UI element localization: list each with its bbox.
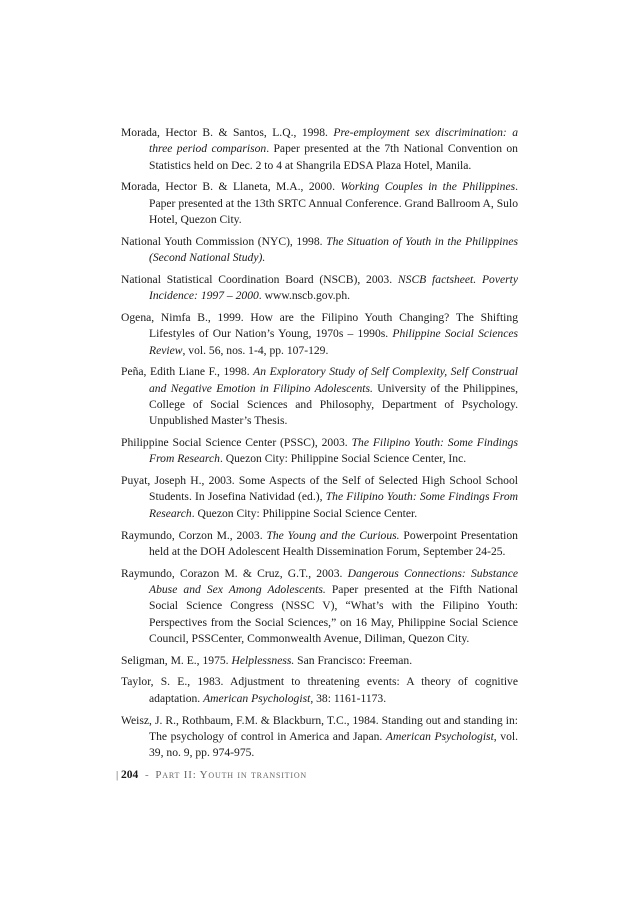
ref-text: Morada, Hector B. & Llaneta, M.A., 2000. bbox=[121, 180, 341, 194]
ref-title: An Exploratory Study of Self Complexity, Self Construal and Negative Emotion in Filipino Adolescents. bbox=[149, 365, 519, 395]
ref-text: . Paper presented at the 13th SRTC Annual Conference. Grand Ballroom A, Sulo Hotel, Quezon City. bbox=[149, 180, 519, 226]
ref-text: Peña, Edith Liane F., 1998. bbox=[121, 365, 254, 379]
ref-text: Philippine Social Science Center (PSSC), 2003. bbox=[121, 436, 352, 450]
reference-entry bbox=[121, 674, 518, 707]
ref-text: Puyat, Joseph H., 2003. Some Aspects of the Self of Selected High School School Students. In Josefina Natividad (ed.), bbox=[121, 474, 518, 504]
ref-title: The Young and the Curious. bbox=[266, 528, 400, 542]
part-label: Part II: Youth in transition bbox=[155, 769, 307, 781]
reference-list bbox=[121, 125, 518, 767]
reference-entry bbox=[121, 125, 518, 174]
ref-text: Paper presented at the Fifth National Social Science Congress (NSSC V), “What’s with the Filipino Youth: Perspectives from the Social Sciences,” on 16 May, Philippine Social Science Council, PSSCenter, Commonwealth Avenue, Diliman, Quezon City. bbox=[149, 582, 518, 645]
reference-entry bbox=[121, 713, 518, 762]
ref-text: , vol. 39, no. 9, pp. 974-975. bbox=[149, 729, 518, 760]
ref-text: . Paper presented at the 7th National Convention on Statistics held on Dec. 2 to 4 at Shangrila EDSA Plaza Hotel, Manila. bbox=[149, 142, 518, 172]
reference-entry bbox=[121, 435, 518, 468]
reference-entry bbox=[121, 528, 518, 561]
ref-text: Taylor, S. E., 1983. Adjustment to threatening events: A theory of cognitive adaptation. bbox=[121, 675, 518, 705]
ref-text: , vol. 56, nos. 1-4, pp. 107-129. bbox=[182, 343, 329, 357]
reference-entry bbox=[121, 653, 518, 669]
reference-entry bbox=[121, 310, 518, 359]
ref-text: Weisz, J. R., Rothbaum, F.M. & Blackburn, T.C., 1984. Standing out and standing in: The psychology of control in America and Japan. bbox=[121, 713, 518, 743]
footer-separator: - bbox=[144, 769, 149, 781]
ref-title: The Filipino Youth: Some Findings From Research bbox=[149, 490, 518, 520]
ref-text: Raymundo, Corzon M., 2003. bbox=[121, 528, 267, 542]
reference-entry bbox=[121, 364, 518, 429]
ref-text: , 38: 1161-1173. bbox=[310, 691, 387, 705]
ref-title: The Situation of Youth in the Philippines (Second National Study). bbox=[149, 234, 518, 265]
reference-entry bbox=[121, 234, 518, 267]
ref-text: San Francisco: Freeman. bbox=[294, 653, 413, 667]
ref-text: Powerpoint Presentation held at the DOH Adolescent Health Dissemination Forum, September 24-25. bbox=[149, 528, 518, 558]
page-footer bbox=[116, 769, 307, 781]
reference-entry bbox=[121, 566, 518, 647]
reference-entry bbox=[121, 473, 518, 522]
ref-title: Pre-employment sex discrimination: a three period comparison bbox=[149, 126, 518, 156]
ref-text: University of the Philippines, College of Social Sciences and Philosophy, Department of Psychology. Unpublished Master’s Thesis. bbox=[149, 381, 519, 428]
page-number: 204 bbox=[120, 769, 139, 781]
ref-text: Raymundo, Corazon M. & Cruz, G.T., 2003. bbox=[121, 566, 348, 580]
ref-text: . Quezon City: Philippine Social Science Center. bbox=[191, 506, 418, 520]
ref-title: Working Couples in the Philippines bbox=[340, 180, 516, 194]
reference-entry bbox=[121, 272, 518, 305]
ref-title: American Psychologist bbox=[385, 729, 494, 743]
ref-text: Morada, Hector B. & Santos, L.Q., 1998. bbox=[121, 126, 334, 139]
footer-bar: | bbox=[116, 769, 119, 781]
ref-text: . www.nscb.gov.ph. bbox=[258, 289, 351, 303]
ref-title: The Filipino Youth: Some Findings From Research bbox=[149, 436, 518, 466]
ref-text: Seligman, M. E., 1975. bbox=[121, 653, 232, 667]
ref-text: Ogena, Nimfa B., 1999. How are the Filipino Youth Changing? The Shifting Lifestyles of Our Nation’s Young, 1970s – 1990s. bbox=[121, 310, 518, 341]
ref-text: National Youth Commission (NYC), 1998. bbox=[121, 234, 327, 248]
ref-title: Dangerous Connections: Substance Abuse and Sex Among Adolescents. bbox=[149, 566, 518, 596]
ref-title: NSCB factsheet. Poverty Incidence: 1997 – 2000 bbox=[149, 272, 519, 303]
ref-title: Helplessness. bbox=[231, 653, 295, 667]
ref-text: . Quezon City: Philippine Social Science Center, Inc. bbox=[219, 452, 467, 466]
ref-title: Philippine Social Sciences Review bbox=[149, 327, 518, 357]
ref-text: National Statistical Coordination Board (NSCB), 2003. bbox=[121, 272, 398, 286]
ref-title: American Psychologist bbox=[203, 691, 311, 705]
reference-entry bbox=[121, 179, 518, 228]
